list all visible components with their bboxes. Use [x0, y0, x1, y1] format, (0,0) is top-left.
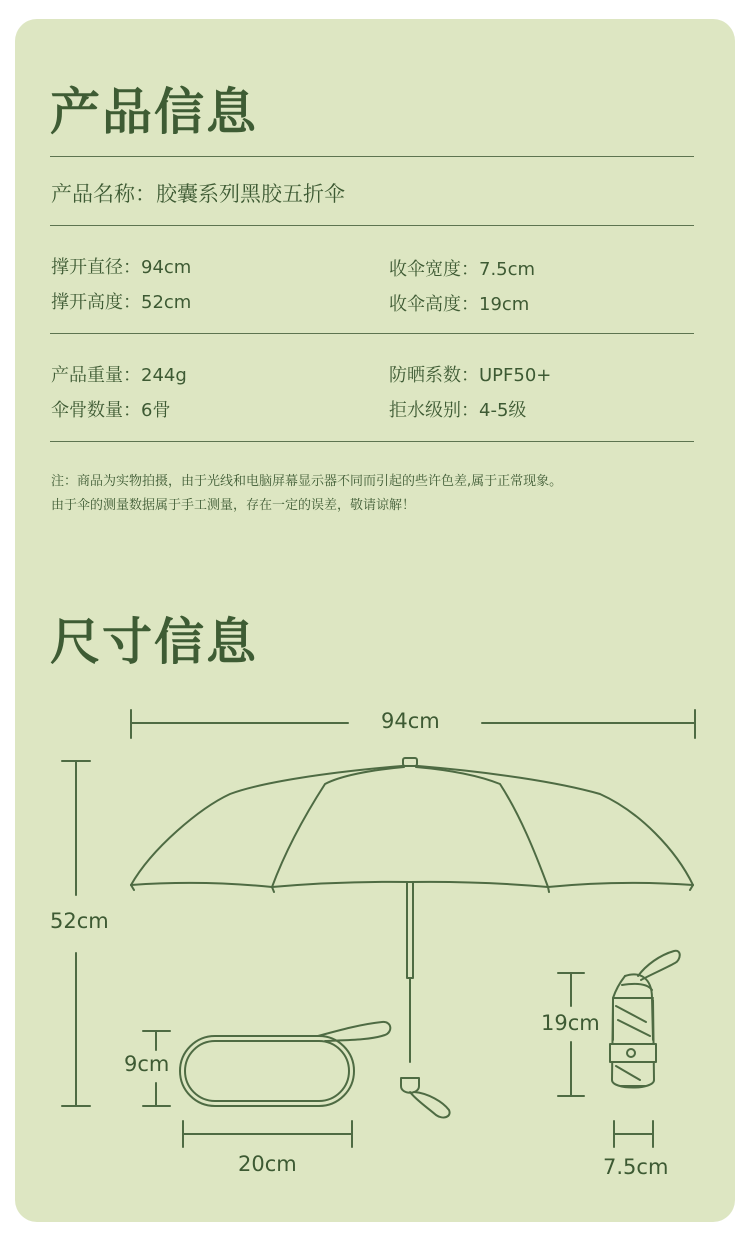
capsule-case-illustration	[180, 1022, 390, 1106]
folded-height-label: 19cm	[541, 1011, 600, 1035]
open-height-marker	[62, 761, 90, 1106]
folded-width-marker	[614, 1121, 653, 1147]
spec-folded-width: 收伞宽度：7.5cm	[389, 259, 536, 280]
disclaimer-line-2: 由于伞的测量数据属于手工测量，存在一定的误差，敬请谅解！	[51, 498, 416, 513]
product-info-title: 产品信息	[50, 82, 258, 141]
spec-open-diameter: 撑开直径：94cm	[51, 257, 192, 278]
open-umbrella-illustration	[131, 758, 693, 1117]
folded-umbrella-illustration	[610, 951, 680, 1088]
spec-open-height: 撑开高度：52cm	[51, 292, 192, 313]
spec-weight: 产品重量：244g	[51, 365, 187, 386]
open-height-label: 52cm	[50, 909, 109, 933]
case-height-label: 9cm	[124, 1052, 170, 1076]
size-info-title: 尺寸信息	[50, 612, 258, 671]
spec-water-repellency: 拒水级别：4-5级	[389, 400, 527, 421]
case-width-marker	[183, 1121, 352, 1147]
open-diameter-label: 94cm	[381, 709, 440, 733]
disclaimer-line-1: 注：商品为实物拍摄，由于光线和电脑屏幕显示器不同而引起的些许色差,属于正常现象。	[51, 474, 563, 489]
spec-upf: 防晒系数：UPF50+	[389, 365, 552, 386]
spec-folded-height: 收伞高度：19cm	[389, 294, 530, 315]
folded-width-label: 7.5cm	[603, 1155, 669, 1179]
spec-ribs: 伞骨数量：6骨	[51, 400, 171, 421]
case-width-label: 20cm	[238, 1152, 297, 1176]
product-name: 产品名称：胶囊系列黑胶五折伞	[51, 182, 345, 206]
